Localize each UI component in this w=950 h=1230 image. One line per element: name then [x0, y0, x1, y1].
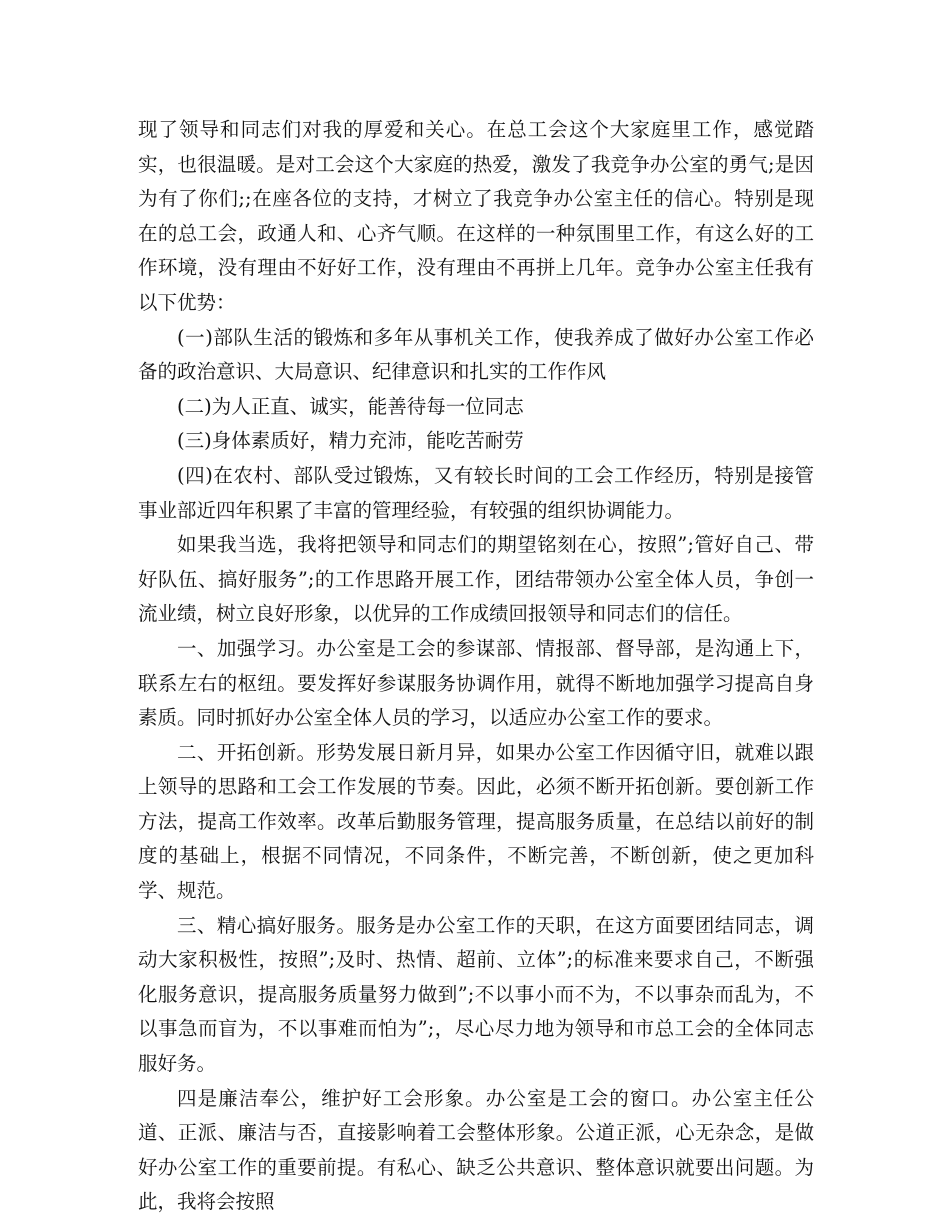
document-page: [138, 113, 814, 1220]
paragraph-5: (四)在农村、部队受过锻炼，又有较长时间的工会工作经历，特别是接管事业部近四年积累了丰富的管理经验，有较强的组织协调能力。: [138, 463, 814, 522]
paragraph-4: (三)身体素质好，精力充沛，能吃苦耐劳: [177, 429, 524, 453]
paragraph-2: (一)部队生活的锻炼和多年从事机关工作，使我养成了做好办公室工作必备的政治意识、大局意识、纪律意识和扎实的工作作风: [138, 325, 814, 384]
paragraph-10: 四是廉洁奉公，维护好工会形象。办公室是工会的窗口。办公室主任公道、正派、廉洁与否，直接影响着工会整体形象。公道正派，心无杂念，是做好办公室工作的重要前提。有私心、缺乏公共意识、整体意识就要出问题。为此，我将会按照: [138, 1086, 814, 1214]
paragraph-7: 一、加强学习。办公室是工会的参谋部、情报部、督导部，是沟通上下，联系左右的枢纽。要发挥好参谋服务协调作用，就得不断地加强学习提高自身素质。同时抓好办公室全体人员的学习，以适应办公室工作的要求。: [138, 636, 814, 730]
paragraph-9: 三、精心搞好服务。服务是办公室工作的天职，在这方面要团结同志，调动大家积极性，按照”;及时、热情、超前、立体”;的标准来要求自己，不断强化服务意识，提高服务质量努力做到”;不以事小而不为，不以事杂而乱为，不以事急而盲为，不以事难而怕为”;，尽心尽力地为领导和市总工会的全体同志服好务。: [138, 913, 814, 1076]
paragraph-1: 现了领导和同志们对我的厚爱和关心。在总工会这个大家庭里工作，感觉踏实，也很温暖。是对工会这个大家庭的热爱，激发了我竞争办公室的勇气;是因为有了你们;;在座各位的支持，才树立了我竞争办公室主任的信心。特别是现在的总工会，政通人和、心齐气顺。在这样的一种氛围里工作，有这么好的工作环境，没有理由不好好工作，没有理由不再拼上几年。竞争办公室主任我有以下优势：: [138, 118, 814, 314]
paragraph-6: 如果我当选，我将把领导和同志们的期望铭刻在心，按照”;管好自己、带好队伍、搞好服务”;的工作思路开展工作，团结带领办公室全体人员，争创一流业绩，树立良好形象，以优异的工作成绩回报领导和同志们的信任。: [138, 533, 814, 626]
paragraph-8: 二、开拓创新。形势发展日新月异，如果办公室工作因循守旧，就难以跟上领导的思路和工会工作发展的节奏。因此，必须不断开拓创新。要创新工作方法，提高工作效率。改革后勤服务管理，提高服务质量，在总结以前好的制度的基础上，根据不同情况，不同条件，不断完善，不断创新，使之更加科学、规范。: [138, 740, 814, 903]
paragraph-3: (二)为人正直、诚实，能善待每一位同志: [177, 394, 524, 418]
